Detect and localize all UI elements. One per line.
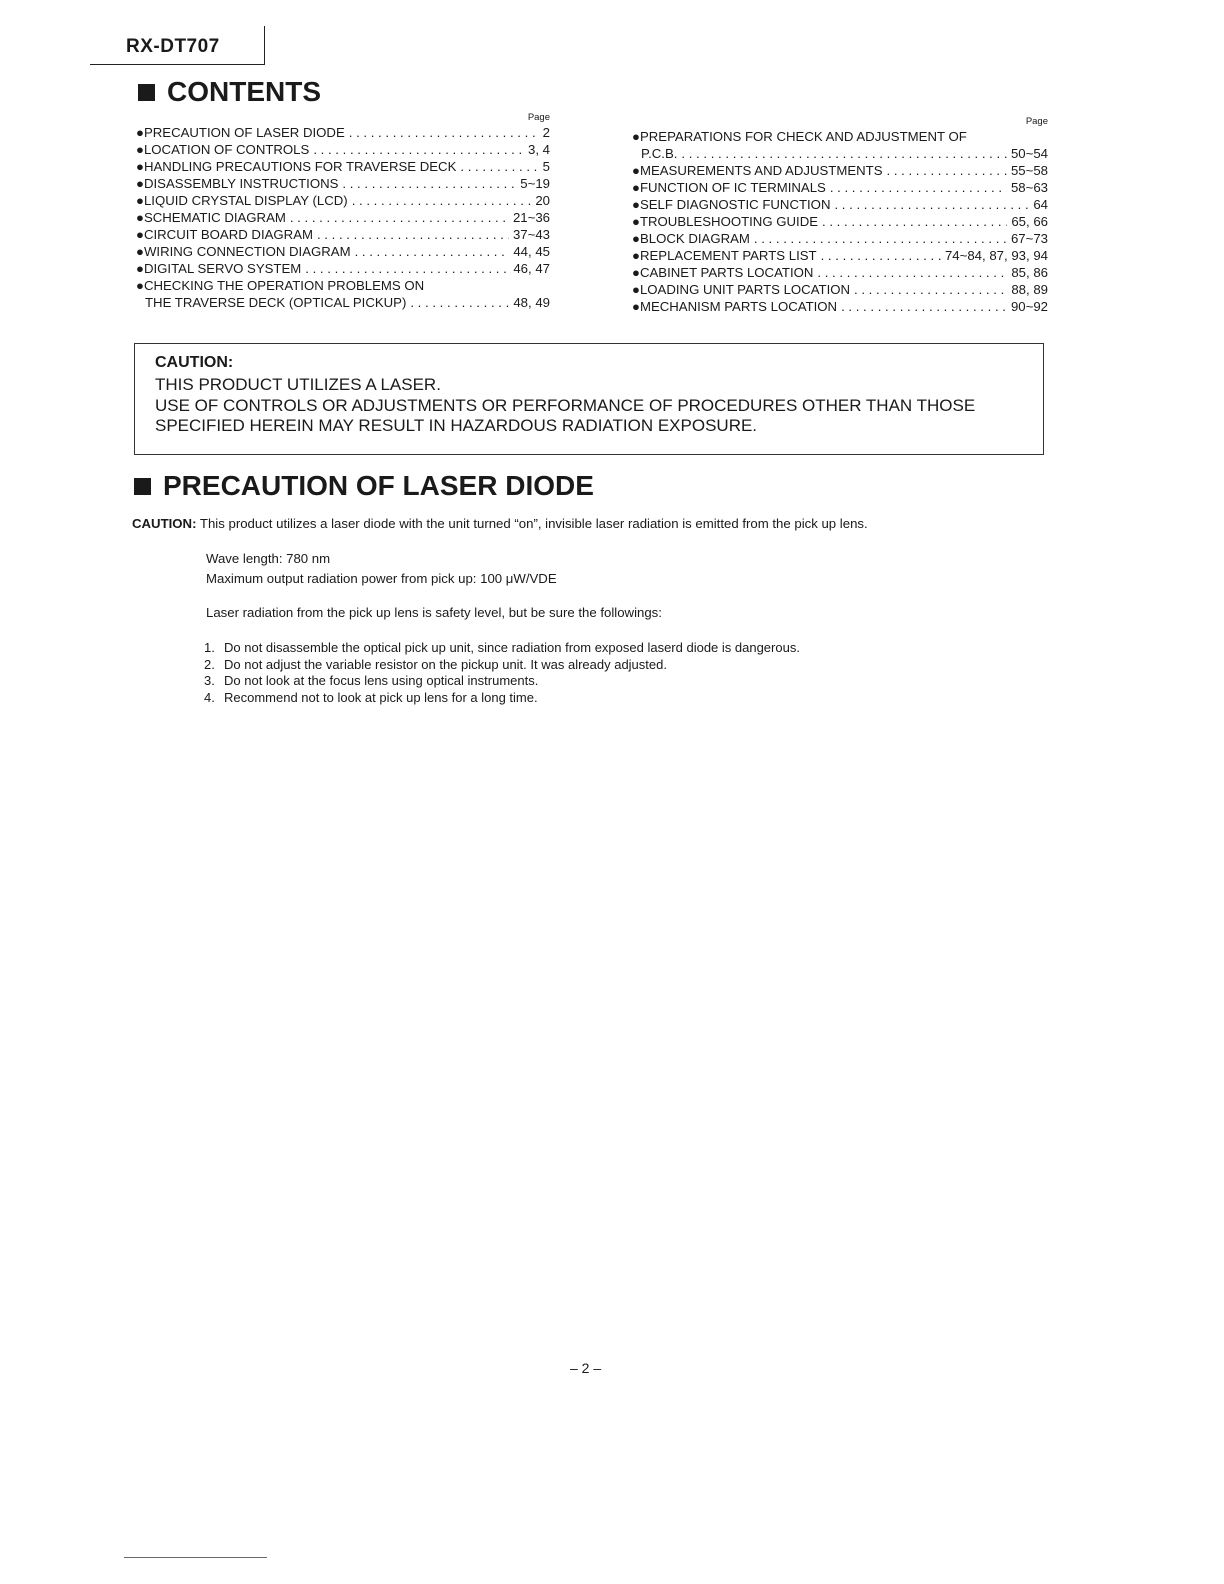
toc-entry-page: 50~54 (1010, 146, 1048, 161)
page-number: – 2 – (570, 1360, 602, 1376)
toc-leader-dots (313, 141, 524, 158)
toc-entry[interactable] (136, 175, 550, 192)
list-item-text: Do not adjust the variable resistor on the pickup unit. It was already adjusted. (224, 656, 667, 672)
toc-entry-page: 5 (542, 159, 550, 174)
toc-entry[interactable] (632, 247, 1048, 264)
toc-entry[interactable] (632, 213, 1048, 230)
contents-heading (138, 76, 321, 108)
toc-entry-page: 37~43 (512, 227, 550, 242)
toc-leader-dots (290, 209, 509, 226)
toc-leader-dots (305, 260, 509, 277)
toc-entry[interactable] (136, 192, 550, 209)
toc-entry-page: 3, 4 (528, 142, 550, 157)
toc-entry-page: 46, 47 (513, 261, 550, 276)
toc-entry-preparations-line1: ●PREPARATIONS FOR CHECK AND ADJUSTMENT OF (632, 129, 967, 144)
toc-entry[interactable] (632, 230, 1048, 247)
toc-entry-checking-line1: ●CHECKING THE OPERATION PROBLEMS ON (136, 278, 425, 293)
toc-entry[interactable] (632, 281, 1048, 298)
toc-leader-dots (822, 213, 1007, 230)
toc-entry-label: ●BLOCK DIAGRAM (632, 231, 750, 246)
toc-entry-label: ●DISASSEMBLY INSTRUCTIONS (136, 176, 339, 191)
model-number: RX-DT707 (126, 36, 220, 57)
precaution-list (204, 640, 800, 707)
toc-entry-page: 85, 86 (1011, 265, 1048, 280)
toc-entry[interactable] (632, 196, 1048, 213)
toc-page-label: Page (1025, 116, 1048, 127)
precaution-caution-paragraph (132, 516, 868, 531)
toc-leader-dots (681, 145, 1007, 162)
toc-leader-dots (349, 124, 539, 141)
toc-entry-page: 67~73 (1010, 231, 1048, 246)
toc-entry-page: 5~19 (520, 176, 550, 191)
toc-entry-label: ●CIRCUIT BOARD DIAGRAM (136, 227, 313, 242)
toc-leader-dots (834, 196, 1029, 213)
toc-entry[interactable] (632, 298, 1048, 315)
toc-entry-page: 21~36 (512, 210, 550, 225)
list-item (204, 690, 800, 707)
square-bullet-icon (134, 478, 151, 495)
toc-entry-page: 48, 49 (513, 295, 550, 310)
precaution-caution-text: This product utilizes a laser diode with the unit turned “on”, invisible laser radiation is emitted from the pick up lens. (199, 516, 868, 531)
toc-leader-dots (410, 294, 509, 311)
toc-entry-page: 20 (535, 193, 550, 208)
toc-entry-label: ●WIRING CONNECTION DIAGRAM (136, 244, 351, 259)
toc-entry-page: 44, 45 (513, 244, 550, 259)
caution-box-text (155, 375, 975, 437)
toc-leader-dots (355, 243, 510, 260)
toc-entry-label: ●DIGITAL SERVO SYSTEM (136, 261, 302, 276)
toc-entry-label: ●HANDLING PRECAUTIONS FOR TRAVERSE DECK (136, 159, 457, 174)
list-item (204, 657, 800, 674)
wave-length-text: Wave length: 780 nm (206, 551, 331, 566)
caution-line-3: SPECIFIED HEREIN MAY RESULT IN HAZARDOUS RADIATION EXPOSURE. (155, 416, 758, 435)
toc-entry[interactable] (136, 124, 550, 141)
toc-page-label: Page (527, 112, 550, 123)
toc-entry-label: ●FUNCTION OF IC TERMINALS (632, 180, 826, 195)
toc-entry-page: 58~63 (1010, 180, 1048, 195)
toc-entry-label: ●TROUBLESHOOTING GUIDE (632, 214, 819, 229)
toc-entry-label: ●LIQUID CRYSTAL DISPLAY (LCD) (136, 193, 348, 208)
toc-leader-dots (887, 162, 1007, 179)
toc-entry[interactable] (136, 141, 550, 158)
toc-entry[interactable] (136, 226, 550, 243)
toc-entry-page: 90~92 (1010, 299, 1048, 314)
list-item-number: 1. (204, 640, 215, 655)
toc-entry[interactable] (632, 264, 1048, 281)
toc-entry-label: THE TRAVERSE DECK (OPTICAL PICKUP) (145, 295, 407, 310)
precaution-caution-label: CAUTION: (132, 516, 197, 531)
toc-entry[interactable] (136, 158, 550, 175)
contents-title: CONTENTS (167, 76, 321, 107)
toc-leader-dots (460, 158, 538, 175)
caution-line-2: USE OF CONTROLS OR ADJUSTMENTS OR PERFORMANCE OF PROCEDURES OTHER THAN THOSE (155, 395, 976, 415)
toc-entry-label: ●MECHANISM PARTS LOCATION (632, 299, 838, 314)
toc-entry-label: ●PRECAUTION OF LASER DIODE (136, 125, 345, 140)
toc-entry-label: ●SCHEMATIC DIAGRAM (136, 210, 286, 225)
toc-entry-label: ●LOCATION OF CONTROLS (136, 142, 310, 157)
list-item-number: 4. (204, 690, 215, 706)
caution-box (134, 343, 1044, 455)
toc-entry-label: ●CABINET PARTS LOCATION (632, 265, 814, 280)
list-item-text: Recommend not to look at pick up lens for a long time. (224, 690, 538, 706)
list-item-text: Do not look at the focus lens using optical instruments. (224, 673, 539, 689)
max-power-text: Maximum output radiation power from pick up: 100 μW/VDE (206, 571, 557, 586)
toc-entry-label: ●REPLACEMENT PARTS LIST (632, 248, 817, 263)
toc-entry-page: 64 (1033, 197, 1048, 212)
toc-entry-label: ●SELF DIAGNOSTIC FUNCTION (632, 197, 831, 212)
toc-leader-dots (830, 179, 1007, 196)
toc-entry-page: 74~84, 87, 93, 94 (944, 248, 1048, 263)
toc-entry[interactable] (136, 243, 550, 260)
toc-leader-dots (754, 230, 1007, 247)
toc-entry-label: ●LOADING UNIT PARTS LOCATION (632, 282, 851, 297)
toc-entry-preparations[interactable] (632, 145, 1048, 162)
square-bullet-icon (138, 84, 155, 101)
toc-entry-page: 65, 66 (1011, 214, 1048, 229)
caution-box-title: CAUTION: (155, 354, 234, 371)
toc-right-column (632, 116, 1048, 315)
toc-leader-dots (821, 247, 941, 264)
hyperlink-underline[interactable] (124, 1557, 267, 1558)
toc-entry-page: 2 (542, 125, 550, 140)
toc-entry-label: P.C.B. (641, 146, 678, 161)
toc-leader-dots (352, 192, 532, 209)
toc-entry-label: ●MEASUREMENTS AND ADJUSTMENTS (632, 163, 883, 178)
header-model-box (90, 26, 265, 65)
toc-entry[interactable] (136, 209, 550, 226)
toc-entry-page: 55~58 (1010, 163, 1048, 178)
list-item-text: Do not disassemble the optical pick up unit, since radiation from exposed laserd diode is dangerous. (224, 640, 800, 655)
list-item-number: 2. (204, 656, 215, 672)
toc-leader-dots (817, 264, 1007, 281)
caution-line-1: THIS PRODUCT UTILIZES A LASER. (155, 375, 441, 394)
toc-entry[interactable] (136, 260, 550, 277)
toc-entry-page: 88, 89 (1011, 282, 1048, 297)
toc-leader-dots (342, 175, 516, 192)
precaution-heading (134, 470, 594, 502)
precaution-intro-text: Laser radiation from the pick up lens is safety level, but be sure the followings: (206, 605, 662, 620)
toc-entry[interactable] (632, 179, 1048, 196)
precaution-title: PRECAUTION OF LASER DIODE (163, 470, 594, 501)
toc-leader-dots (317, 226, 509, 243)
toc-leader-dots (854, 281, 1007, 298)
list-item (204, 640, 800, 657)
list-item (204, 673, 800, 690)
toc-left-column (136, 112, 550, 311)
toc-entry-checking[interactable] (136, 294, 550, 311)
list-item-number: 3. (204, 673, 215, 689)
toc-leader-dots (841, 298, 1007, 315)
toc-entry[interactable] (632, 162, 1048, 179)
